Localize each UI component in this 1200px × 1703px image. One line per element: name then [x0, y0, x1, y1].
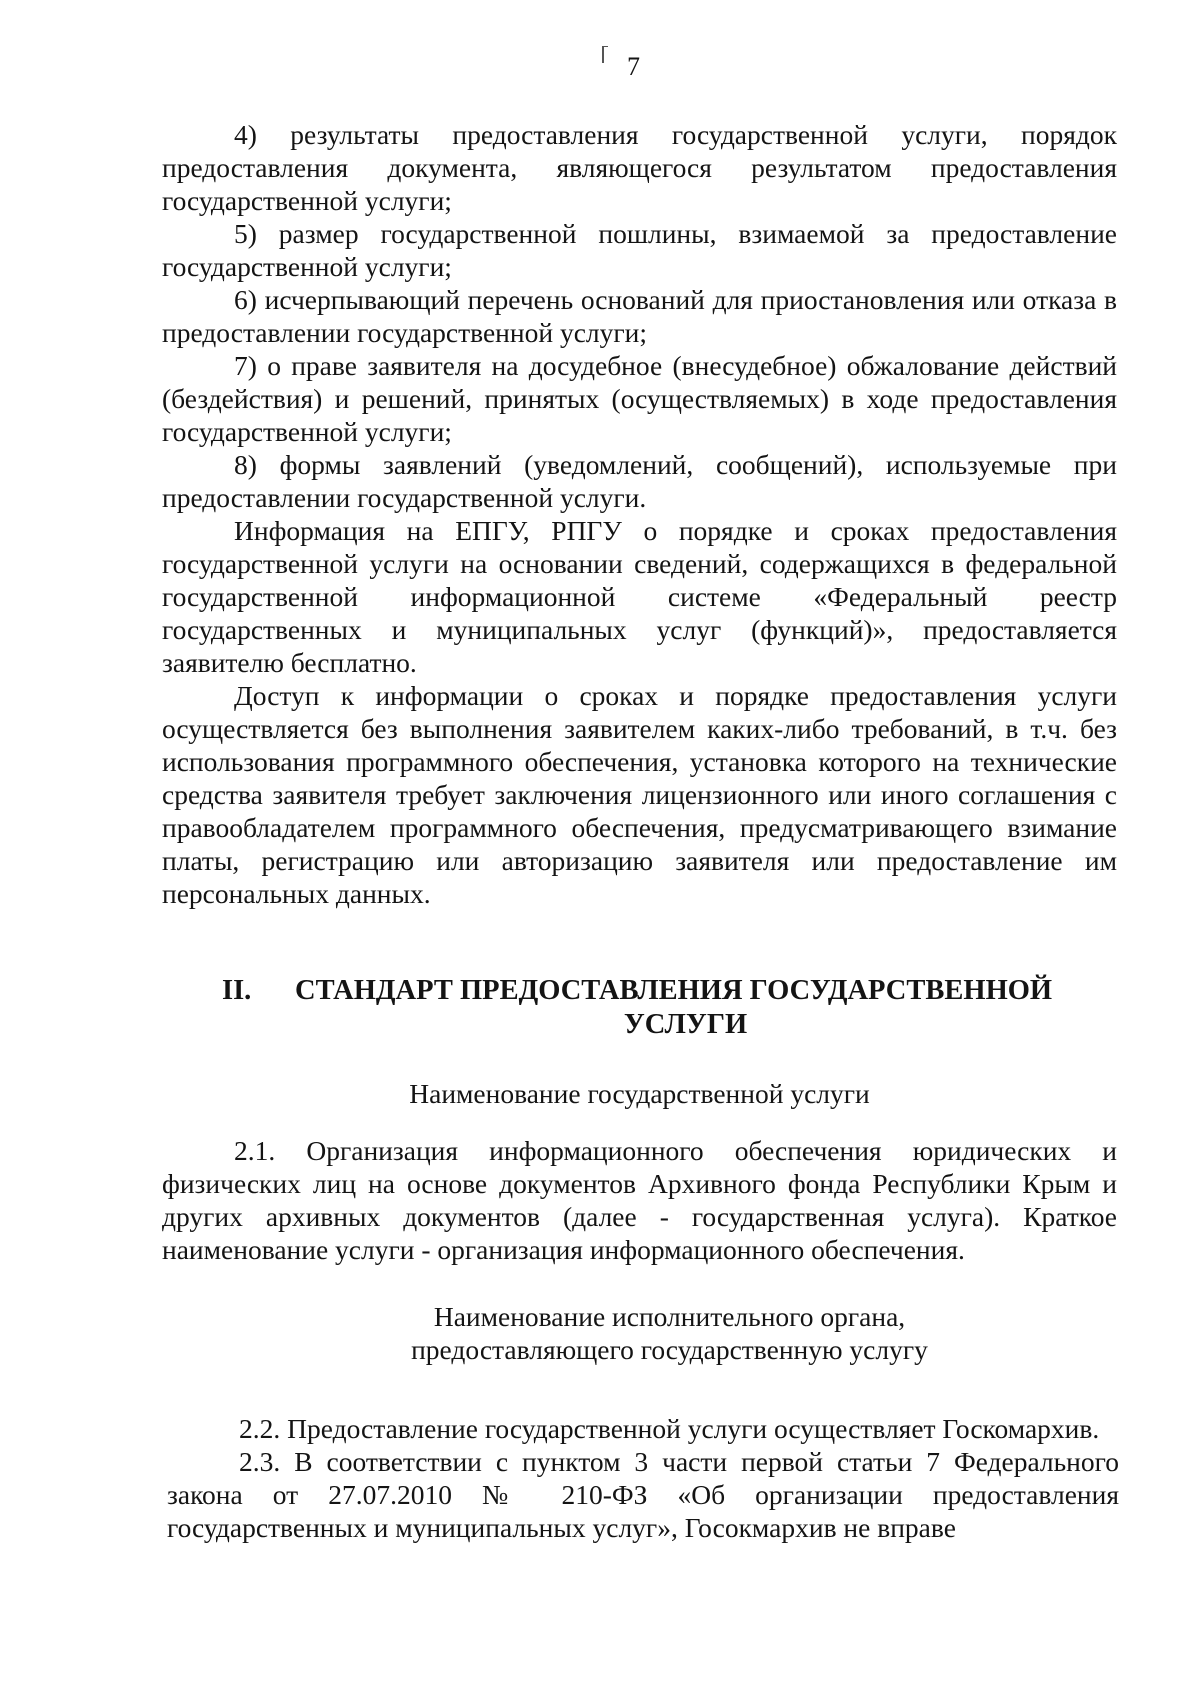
- paragraph-2-1: 2.1. Организация информационного обеспечения юридических и физических лиц на основе документов Архивного фонда Республики Крым и других архивных документов (далее - государственная услуга). Краткое наименование услуги - организация информационного обеспечения.: [162, 1135, 1117, 1265]
- subsection-title-executive-body: [162, 1300, 1117, 1366]
- subsection-title-line1: Наименование исполнительного органа,: [433, 1301, 906, 1332]
- section-number: II.: [222, 975, 252, 1006]
- list-item: 6) исчерпывающий перечень оснований для приостановления или отказа в предоставлении государственной услуги;: [162, 284, 1117, 348]
- paragraph-2-2: 2.2. Предоставление государственной услуги осуществляет Госкомархив.: [239, 1413, 1100, 1444]
- paragraph-2-3: 2.3. В соответствии с пунктом 3 части первой статьи 7 Федерального закона от 27.07.2010 № 210-ФЗ «Об организации предоставления государственных и муниципальных услуг», Госокмархив не вправе: [167, 1446, 1119, 1543]
- section-title-line1: СТАНДАРТ ПРЕДОСТАВЛЕНИЯ ГОСУДАРСТВЕННОЙ: [295, 975, 1053, 1006]
- scan-artifact-mark: [602, 46, 608, 63]
- paragraph-info-free: Информация на ЕПГУ, РПГУ о порядке и сроках предоставления государственной услуги на основании сведений, содержащихся в федеральной государственной информационной системе «Федеральный реестр государственных и муниципальных услуг (функций)», предоставляется заявителю бесплатно.: [162, 515, 1117, 678]
- subsection1-body: [162, 1134, 1117, 1266]
- list-item: 7) о праве заявителя на досудебное (внесудебное) обжалование действий (бездействия) и решений, принятых (осуществляемых) в ходе предоставления государственной услуги;: [162, 350, 1117, 447]
- list-item: 5) размер государственной пошлины, взимаемой за предоставление государственной услуги;: [162, 218, 1117, 282]
- list-block: [162, 118, 1117, 910]
- paragraph-access: Доступ к информации о сроках и порядке предоставления услуги осуществляется без выполнения заявителем каких-либо требований, в т.ч. без использования программного обеспечения, установка которого на технические средства заявителя требует заключения лицензионного или иного соглашения с правообладателем программного обеспечения, предусматривающего взимание платы, регистрацию или авторизацию заявителя или предоставление им персональных данных.: [162, 680, 1117, 909]
- section-title-line2: УСЛУГИ: [623, 1009, 748, 1040]
- subsection-title-line2: предоставляющего государственную услугу: [411, 1334, 928, 1365]
- list-item: 8) формы заявлений (уведомлений, сообщений), используемые при предоставлении государственной услуги.: [162, 449, 1117, 513]
- page-number: 7: [627, 52, 640, 81]
- subsection2-body: [167, 1412, 1119, 1544]
- subsection-title-service-name: Наименование государственной услуги: [409, 1078, 870, 1109]
- list-item: 4) результаты предоставления государственной услуги, порядок предоставления документа, являющегося результатом предоставления государственной услуги;: [162, 119, 1117, 216]
